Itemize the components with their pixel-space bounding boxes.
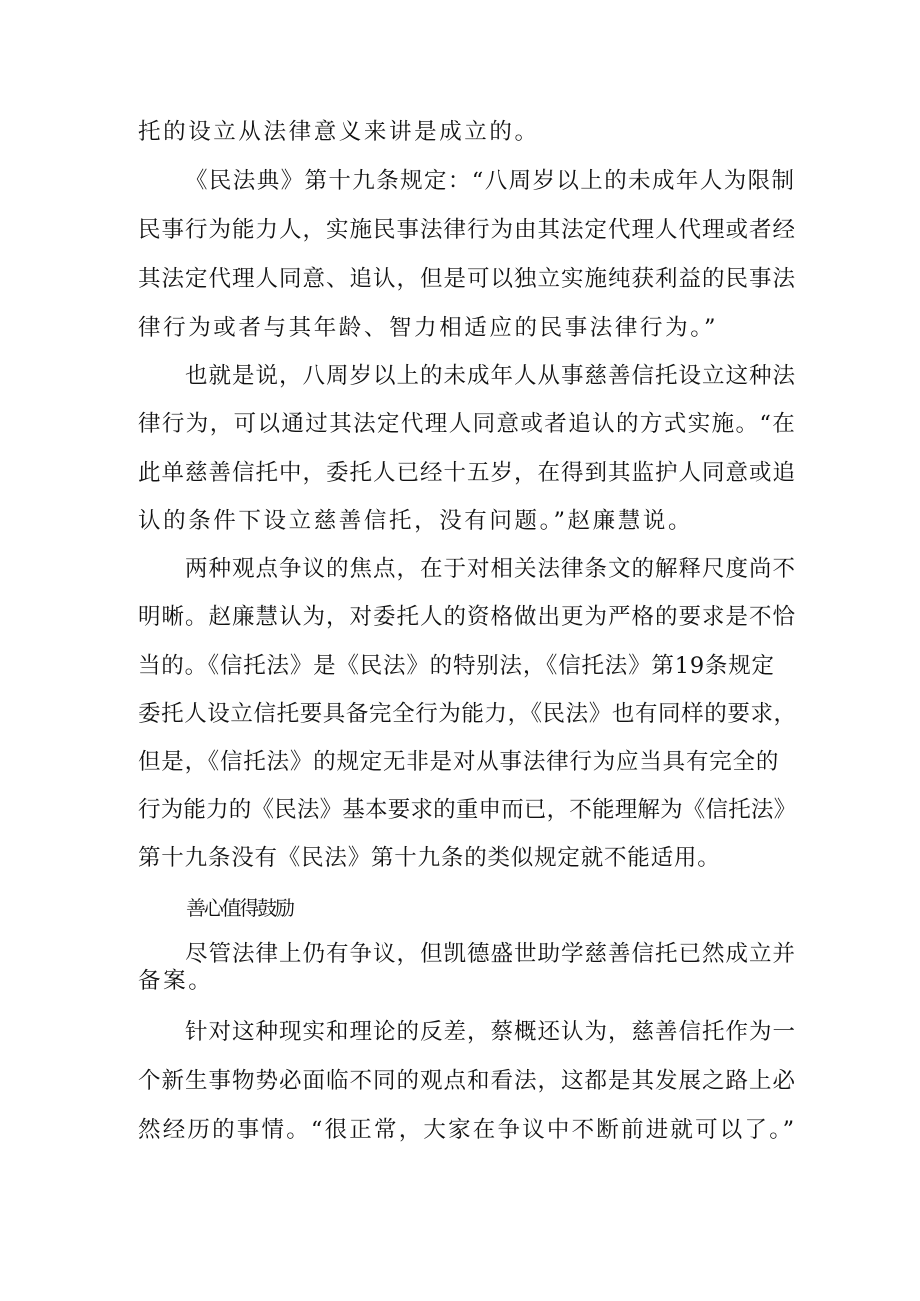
text-line: 《民法典》第十九条规定：“八周岁以上的未成年人为限制 (185, 168, 796, 194)
text-line: 此单慈善信托中，委托人已经十五岁，在得到其监护人同意或追 (138, 460, 797, 486)
text-line: 行为能力的《民法》基本要求的重申而已，不能理解为《信托法》 (138, 797, 797, 823)
text-line: 尽管法律上仍有争议，但凯德盛世助学慈善信托已然成立并 (185, 941, 797, 967)
text-line: 律行为或者与其年龄、智力相适应的民事法律行为。” (138, 315, 719, 341)
text-line: 托的设立从法律意义来讲是成立的。 (138, 119, 540, 145)
text-line: 明晰。赵廉慧认为，对委托人的资格做出更为严格的要求是不恰 (138, 604, 797, 630)
text-line: 当的。《信托法》是《民法》的特别法，《信托法》第19条规定 (138, 653, 775, 679)
text-line: 个新生事物势必面临不同的观点和看法，这都是其发展之路上必 (138, 1068, 797, 1094)
text-line: 委托人设立信托要具备完全行为能力，《民法》也有同样的要求， (138, 701, 797, 727)
text-line: 但是，《信托法》的规定无非是对从事法律行为应当具有完全的 (138, 749, 780, 775)
text-line: 针对这种现实和理论的反差，蔡概还认为，慈善信托作为一 (185, 1019, 797, 1045)
text-line: 备案。 (138, 968, 214, 994)
text-line: 两种观点争议的焦点，在于对相关法律条文的解释尺度尚不 (185, 556, 797, 582)
text-line: 第十九条没有《民法》第十九条的类似规定就不能适用。 (138, 845, 721, 871)
section-heading: 善心值得鼓励 (186, 896, 293, 920)
text-line: 也就是说，八周岁以上的未成年人从事慈善信托设立这种法 (185, 363, 797, 389)
text-line: 民事行为能力人，实施民事法律行为由其法定代理人代理或者经 (138, 217, 797, 243)
text-line: 认的条件下设立慈善信托，没有问题。”赵廉慧说。 (138, 508, 694, 534)
text-line: 律行为，可以通过其法定代理人同意或者追认的方式实施。“在 (138, 411, 797, 437)
text-line: 然经历的事情。“很正常，大家在争议中不断前进就可以了。” (138, 1117, 797, 1143)
text-line: 其法定代理人同意、追认，但是可以独立实施纯获利益的民事法 (138, 266, 797, 292)
